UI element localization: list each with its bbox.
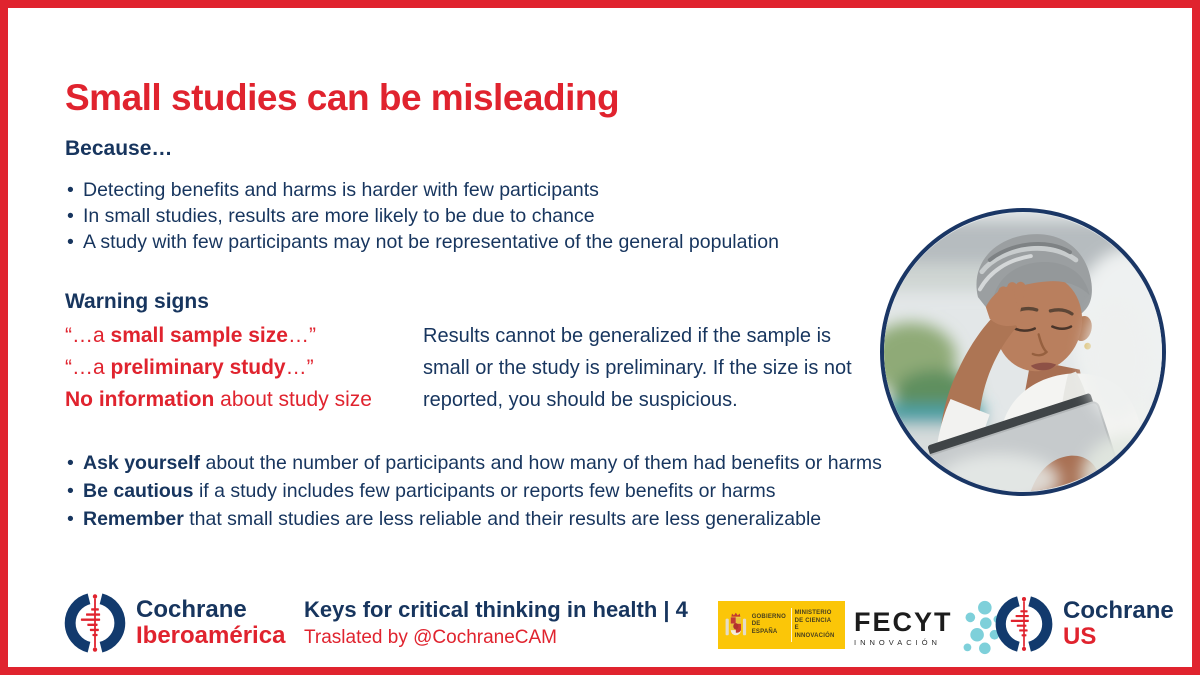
cochrane-us-wordmark: Cochrane US (1063, 597, 1174, 650)
warning-signs-heading: Warning signs (65, 290, 209, 313)
doctor-photo (880, 208, 1166, 496)
ministerio-text: MINISTERIO DE CIENCIA E INNOVACIÓN (794, 610, 835, 639)
translated-by: Traslated by @CochraneCAM (304, 627, 558, 648)
advice-bullet-list (65, 449, 890, 533)
gobierno-text: GOBIERNO DE ESPAÑA (751, 613, 786, 635)
divider (791, 608, 792, 642)
series-caption (304, 597, 688, 650)
cochrane-iberoamerica-wordmark: Cochrane Iberoamérica (136, 596, 286, 649)
warning-quotes (65, 320, 372, 416)
list-item: • In small studies, results are more likely to be due to chance (65, 203, 905, 229)
warning-quote: No information about study size (65, 388, 372, 411)
warning-quote: “…a small sample size…” (65, 324, 316, 347)
cochrane-us-logo (994, 594, 1174, 654)
doctor-photo-illustration (884, 212, 1162, 492)
list-item: • Remember that small studies are less reliable and their results are less generalizable (65, 505, 890, 533)
list-item: • Ask yourself about the number of participants and how many of them had benefits or harms (65, 449, 890, 477)
cochrane-iberoamerica-logo (63, 591, 285, 655)
warning-quote: “…a preliminary study…” (65, 356, 314, 379)
fecyt-wordmark: FECYT INNOVACIÓN (854, 607, 953, 647)
cochrane-logo-icon (994, 594, 1054, 654)
cochrane-logo-icon (63, 591, 127, 655)
because-bullet-list (65, 177, 905, 255)
page-title: Small studies can be misleading (65, 76, 620, 118)
because-heading: Because… (65, 137, 173, 160)
list-item: • Detecting benefits and harms is harder with few participants (65, 177, 905, 203)
fecyt-logo (854, 599, 1002, 657)
gobierno-espana-logo (718, 601, 845, 649)
series-title: Keys for critical thinking in health | 4 (304, 597, 688, 622)
list-item: • A study with few participants may not be representative of the general population (65, 229, 905, 255)
warning-explanation: Results cannot be generalized if the sample is small or the study is preliminary. If the size is not reported, you should be suspicious. (423, 325, 852, 411)
spain-coat-of-arms-icon (723, 606, 749, 644)
list-item: • Be cautious if a study includes few participants or reports few benefits or harms (65, 477, 890, 505)
